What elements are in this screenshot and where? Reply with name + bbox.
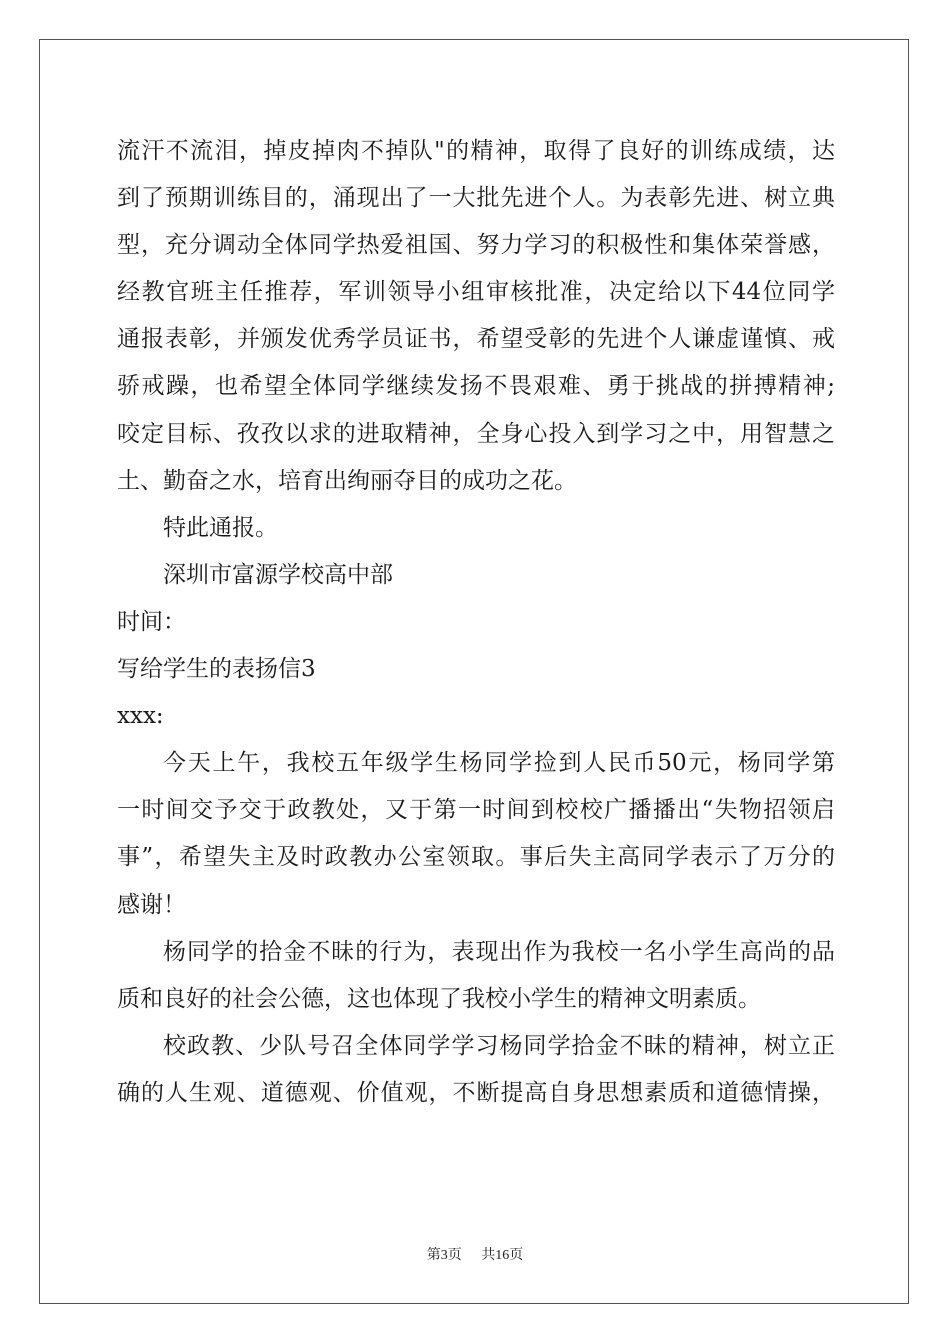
text-line: 事”，希望失主及时政教办公室领取。事后失主高同学表示了万分的 [117, 844, 835, 871]
text-line: 通报表彰，并颁发优秀学员证书，希望受彰的先进个人谦虚谨慎、戒 [117, 326, 835, 353]
text-line: 校政教、少队号召全体同学学习杨同学拾金不昧的精神，树立正 [163, 1032, 835, 1059]
signature-organization: 深圳市富源学校高中部 [163, 561, 393, 588]
page-total: 共16页 [481, 1248, 524, 1263]
text-line: 土、勤奋之水，培育出绚丽夺目的成功之花。 [117, 467, 577, 494]
text-line: 咬定目标、孜孜以求的进取精神，全身心投入到学习之中，用智慧之 [117, 420, 835, 447]
text-line: 型，充分调动全体同学热爱祖国、努力学习的积极性和集体荣誉感， [117, 232, 835, 259]
text-line: 感谢！ [117, 891, 186, 918]
section-title: 写给学生的表扬信3 [117, 656, 316, 683]
text-line: 质和良好的社会公德，这也体现了我校小学生的精神文明素质。 [117, 985, 761, 1012]
text-line: 经教官班主任推荐，军训领导小组审核批准，决定给以下44位同学 [117, 279, 835, 306]
document-body [117, 128, 835, 1117]
text-line: 流汗不流泪，掉皮掉肉不掉队"的精神，取得了良好的训练成绩，达 [117, 138, 835, 164]
date-label: 时间： [117, 608, 186, 635]
text-line: 确的人生观、道德观、价值观，不断提高自身思想素质和道德情操， [117, 1079, 835, 1106]
text-line: 骄戒躁，也希望全体同学继续发扬不畏艰难、勇于挑战的拼搏精神; [117, 373, 835, 400]
page-number: 第3页 [426, 1248, 462, 1263]
text-line: 今天上午，我校五年级学生杨同学捡到人民币50元，杨同学第 [163, 750, 835, 777]
salutation: xxx: [117, 703, 164, 730]
text-line: 杨同学的拾金不昧的行为，表现出作为我校一名小学生高尚的品 [163, 938, 835, 965]
text-line: 一时间交予交于政教处，又于第一时间到校校广播播出“失物招领启 [117, 797, 835, 824]
page-footer [0, 1244, 950, 1264]
text-line: 到了预期训练目的，涌现出了一大批先进个人。为表彰先进、树立典 [117, 185, 835, 212]
closing-line: 特此通报。 [163, 514, 278, 541]
